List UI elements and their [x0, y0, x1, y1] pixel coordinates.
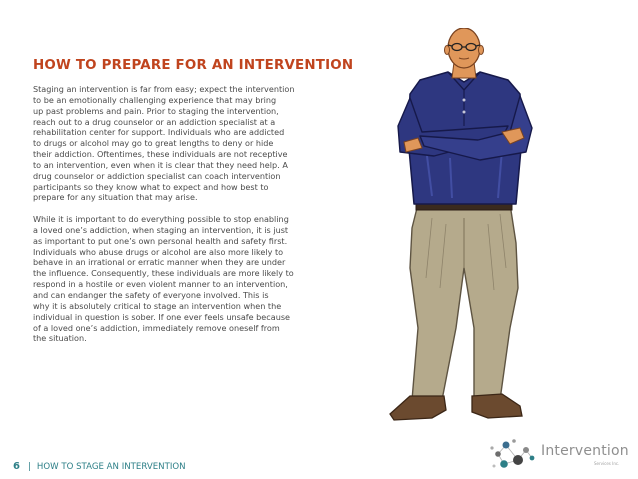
text-line: and can endanger the safety of everyone involved. This is: [33, 289, 269, 300]
text-line: behave in an irrational or erratic manner when they are under: [33, 257, 286, 268]
text-line: Staging an intervention is far from easy; expect the intervention: [33, 84, 295, 94]
text-line: participants so they know what to expect and how best to: [33, 181, 269, 192]
text-line: the situation.: [33, 333, 87, 344]
text-line: up past problems and pain. Prior to staging the intervention,: [33, 105, 279, 116]
text-line: While it is important to do everything possible to stop enabling: [33, 214, 289, 225]
text-line: to an intervention, even when it is clear that they need help. A: [33, 159, 288, 170]
left-shoe: [390, 396, 446, 420]
text-line: Individuals who abuse drugs or alcohol are also more likely to: [33, 246, 284, 257]
footer-separator: |: [27, 462, 31, 472]
text-line: respond in a hostile or even violent manner to an intervention,: [33, 279, 288, 290]
body-text: [33, 84, 328, 355]
text-line: to drugs or alcohol may go to great lengths to deny or hide: [33, 138, 274, 149]
paragraph-2: [33, 214, 328, 344]
page-footer: [13, 461, 186, 472]
text-line: individual in question is sober. If one ever feels unsafe because: [33, 311, 291, 322]
text-line: their addiction. Oftentimes, these individuals are not receptive: [33, 149, 288, 160]
page-number: 6: [13, 461, 20, 472]
logo-tagline: Services Inc.: [594, 461, 620, 466]
text-line: to be an emotionally challenging experience that may bring: [33, 94, 277, 105]
footer-section-title: HOW TO STAGE AN INTERVENTION: [36, 462, 186, 472]
text-line: reach out to a drug counselor or an addiction specialist at a: [33, 116, 276, 127]
text-line: as important to put one’s own personal health and safety first.: [33, 235, 288, 246]
text-line: why it is absolutely critical to stage an intervention when the: [33, 300, 282, 311]
page-title: HOW TO PREPARE FOR AN INTERVENTION: [33, 58, 354, 73]
right-shoe: [472, 394, 522, 418]
paragraph-1: [33, 84, 328, 203]
text-line: of a loved one’s addiction, immediately remove oneself from: [33, 322, 280, 333]
text-line: a loved one’s addiction, when staging an intervention, it is just: [33, 224, 289, 235]
text-line: the influence. Consequently, these individuals are more likely to: [33, 268, 294, 279]
standing-man-arms-crossed-illustration: [360, 28, 570, 428]
logo-wordmark: Intervention: [541, 443, 629, 459]
text-line: drug counselor or addiction specialist can coach intervention: [33, 170, 281, 181]
text-line: prepare for any situation that may arise.: [33, 192, 198, 203]
text-line: rehabilitation center for support. Individuals who are addicted: [33, 127, 285, 138]
